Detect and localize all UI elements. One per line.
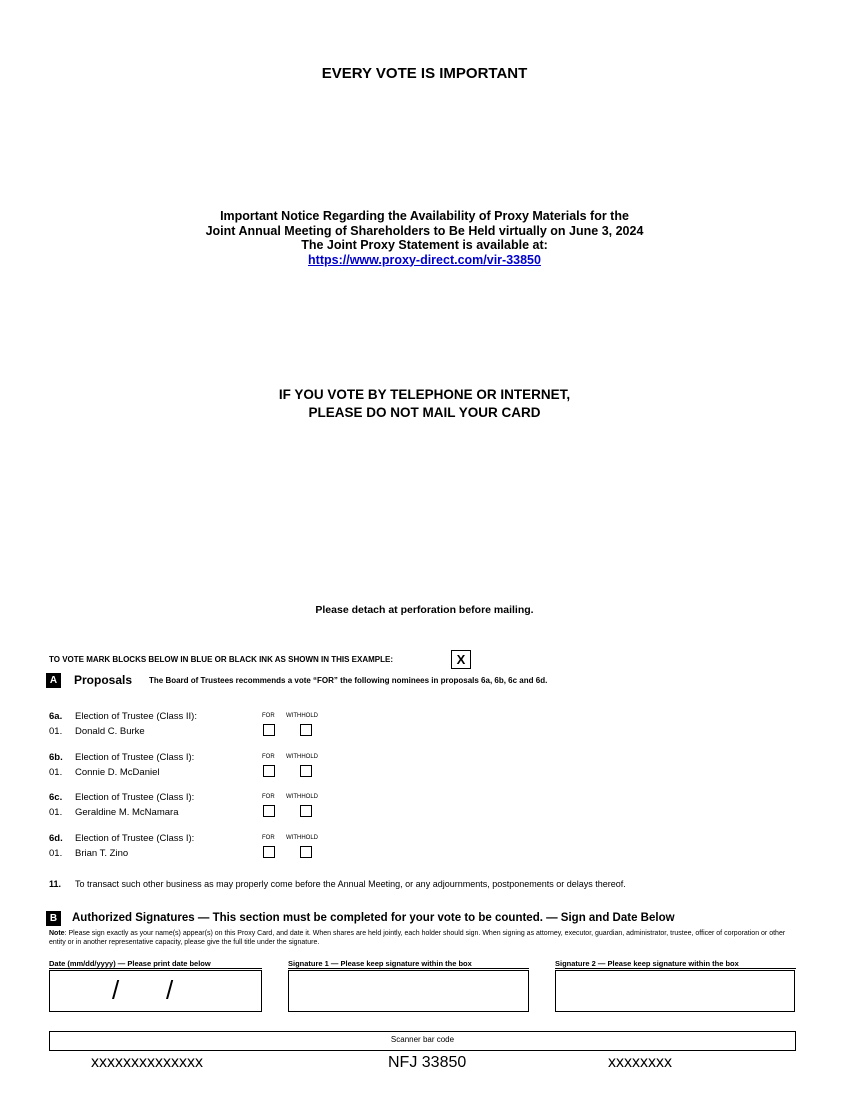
proposal-title: Election of Trustee (Class II):: [75, 711, 197, 722]
proposal-title: Election of Trustee (Class I):: [75, 833, 195, 844]
date-slash-1: /: [112, 975, 120, 1005]
signature-1-field[interactable]: [288, 970, 529, 1012]
notice-line-1: Important Notice Regarding the Availability of Proxy Materials for the: [220, 209, 629, 223]
proposal-number: 6c.: [49, 792, 63, 803]
withhold-checkbox[interactable]: [300, 724, 312, 736]
telephone-warning: [0, 386, 849, 422]
withhold-label: WITHHOLD: [286, 754, 318, 760]
example-mark-box: X: [451, 650, 471, 669]
candidate-number: 01.: [49, 807, 63, 818]
proposal-number: 6b.: [49, 752, 63, 763]
for-checkbox[interactable]: [263, 765, 275, 777]
other-business-number: 11.: [49, 879, 62, 889]
withhold-label: WITHHOLD: [286, 835, 318, 841]
proxy-notice: [0, 209, 849, 267]
withhold-label: WITHHOLD: [286, 713, 318, 719]
section-b-badge: B: [46, 911, 61, 926]
candidate-number: 01.: [49, 848, 63, 859]
withhold-checkbox[interactable]: [300, 805, 312, 817]
proposal-title: Election of Trustee (Class I):: [75, 752, 195, 763]
proposal-number: 6d.: [49, 833, 63, 844]
proposal-number: 6a.: [49, 711, 63, 722]
scanner-bar-code: Scanner bar code: [49, 1031, 796, 1051]
candidate-number: 01.: [49, 726, 63, 737]
withhold-checkbox[interactable]: [300, 765, 312, 777]
page-title: EVERY VOTE IS IMPORTANT: [321, 65, 528, 82]
candidate-number: 01.: [49, 767, 63, 778]
for-checkbox[interactable]: [263, 846, 275, 858]
proposal-title: Election of Trustee (Class I):: [75, 792, 195, 803]
signature-2-field[interactable]: [555, 970, 795, 1012]
signature-2-label-rule: [555, 968, 796, 969]
for-checkbox[interactable]: [263, 805, 275, 817]
warning-line-2: PLEASE DO NOT MAIL YOUR CARD: [308, 405, 541, 420]
signature-1-label: Signature 1 — Please keep signature within the box: [288, 959, 472, 968]
date-slash-2: /: [166, 975, 174, 1005]
notice-line-2: Joint Annual Meeting of Shareholders to Be Held virtually on June 3, 2024: [205, 223, 644, 238]
section-a-badge: A: [46, 673, 61, 688]
warning-line-1: IF YOU VOTE BY TELEPHONE OR INTERNET,: [278, 387, 571, 402]
for-label: FOR: [262, 835, 275, 841]
candidate-name: Brian T. Zino: [75, 848, 129, 859]
detach-instruction: Please detach at perforation before mailing.: [315, 604, 534, 616]
date-label: Date (mm/dd/yyyy) — Please print date below: [49, 959, 211, 968]
date-label-rule: [49, 968, 262, 969]
code-center: NFJ 33850: [388, 1054, 467, 1071]
other-business-text: To transact such other business as may properly come before the Annual Meeting, or any adjournments, postponements or delays thereof.: [75, 879, 626, 889]
signature-note: [49, 930, 789, 947]
proxy-statement-link[interactable]: https://www.proxy-direct.com/vir-33850: [308, 252, 541, 267]
section-a-title: Proposals: [74, 673, 133, 687]
for-label: FOR: [262, 713, 275, 719]
withhold-checkbox[interactable]: [300, 846, 312, 858]
section-a-description: The Board of Trustees recommends a vote “FOR” the following nominees in proposals 6a, 6b, 6c and 6d.: [149, 676, 548, 685]
signature-2-label: Signature 2 — Please keep signature within the box: [555, 959, 739, 968]
notice-line-3: The Joint Proxy Statement is available at:: [301, 238, 548, 252]
for-label: FOR: [262, 754, 275, 760]
code-right: xxxxxxxx: [608, 1054, 672, 1071]
vote-instructions: TO VOTE MARK BLOCKS BELOW IN BLUE OR BLACK INK AS SHOWN IN THIS EXAMPLE:: [49, 655, 393, 664]
withhold-label: WITHHOLD: [286, 794, 318, 800]
for-label: FOR: [262, 794, 275, 800]
for-checkbox[interactable]: [263, 724, 275, 736]
candidate-name: Geraldine M. McNamara: [75, 807, 179, 818]
note-text: : Please sign exactly as your name(s) appear(s) on this Proxy Card, and date it. When shares are held jointly, each holder should sign. When signing as attorney, executor, guardian, administrator, trustee, officer of corporation or other entity or in another representative capacity, please give the full title under the signature.: [49, 930, 786, 946]
candidate-name: Donald C. Burke: [75, 726, 145, 737]
code-left: xxxxxxxxxxxxxx: [91, 1054, 203, 1071]
candidate-name: Connie D. McDaniel: [75, 767, 160, 778]
section-b-title: Authorized Signatures — This section must be completed for your vote to be counted. — Sign and Date Below: [72, 912, 675, 924]
date-field[interactable]: [49, 970, 262, 1012]
signature-1-label-rule: [288, 968, 529, 969]
note-label: Note: [49, 930, 65, 937]
